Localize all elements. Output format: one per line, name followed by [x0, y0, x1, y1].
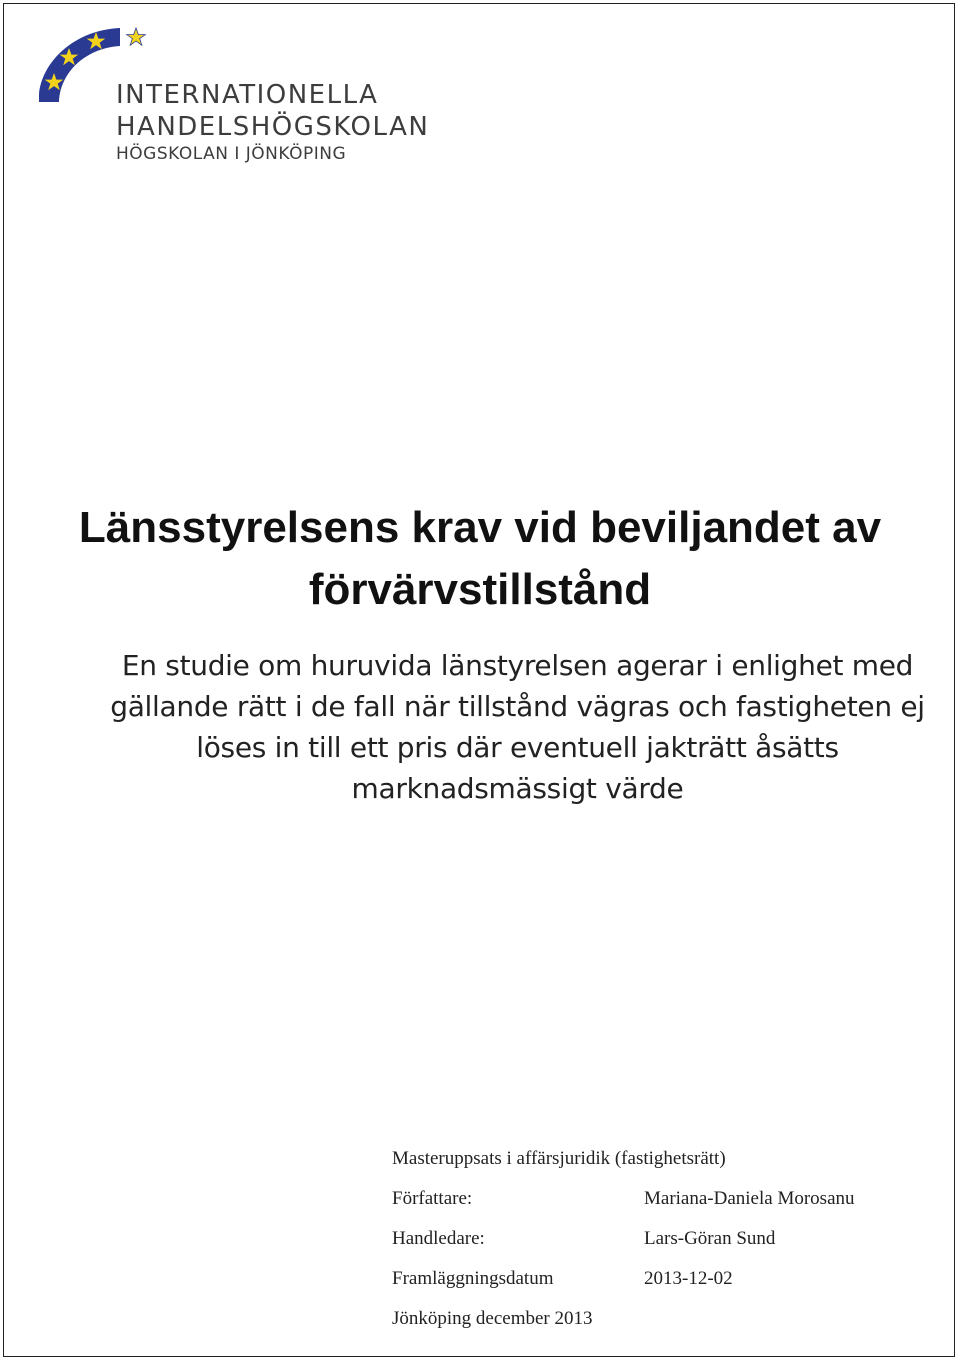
supervisor-value: Lars-Göran Sund: [644, 1228, 776, 1249]
logo-line-2: HANDELSHÖGSKOLAN: [116, 112, 430, 142]
place-date: Jönköping december 2013: [392, 1308, 593, 1329]
title-line-2: förvärvstillstånd: [308, 565, 652, 614]
logo-line-3: HÖGSKOLAN I JÖNKÖPING: [116, 144, 347, 164]
star-icon: [127, 28, 146, 45]
presentation-date-label: Framläggningsdatum: [392, 1268, 554, 1289]
university-logo: [36, 24, 436, 174]
subtitle-line-3: löses in till ett pris där eventuell jakträtt åsätts: [196, 731, 839, 764]
thesis-subtitle: [60, 645, 960, 809]
author-label: Författare:: [392, 1188, 473, 1209]
subtitle-line-2: gällande rätt i de fall när tillstånd vägras och fastigheten ej: [110, 690, 925, 723]
thesis-type: Masteruppsats i affärsjuridik (fastighetsrätt): [392, 1148, 726, 1169]
supervisor-label: Handledare:: [392, 1228, 485, 1249]
logo-wordmark: [116, 82, 429, 163]
logo-line-1: INTERNATIONELLA: [116, 80, 379, 110]
title-line-1: Länsstyrelsens krav vid beviljandet av: [78, 503, 882, 552]
subtitle-line-4: marknadsmässigt värde: [351, 772, 684, 805]
presentation-date-value: 2013-12-02: [644, 1268, 733, 1289]
thesis-title: [0, 497, 960, 621]
author-value: Mariana-Daniela Morosanu: [644, 1188, 855, 1209]
subtitle-line-1: En studie om huruvida länstyrelsen agerar i enlighet med: [121, 649, 914, 682]
